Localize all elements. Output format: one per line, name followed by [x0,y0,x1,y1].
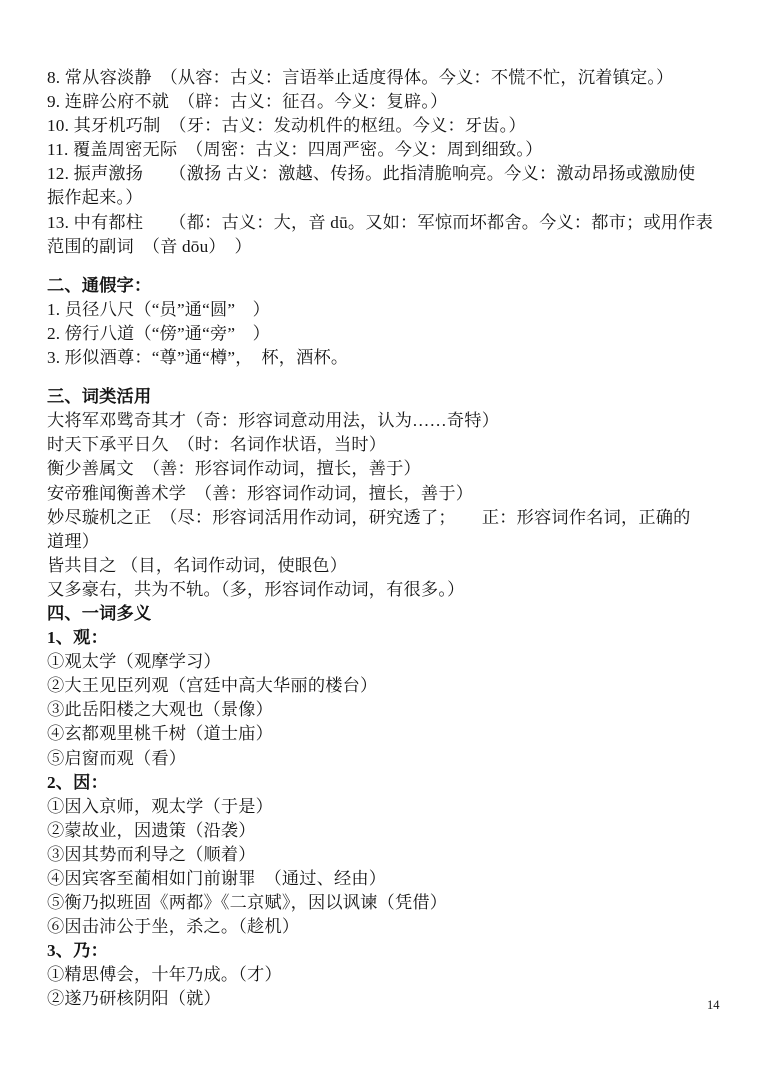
heading-line: 1、观： [47,628,108,648]
text-line: ②蒙故业，因遗策（沿袭） [47,820,256,840]
text-line: 道理） [47,531,100,551]
document-content [47,66,719,1012]
text-line: ③此岳阳楼之大观也（景像） [47,700,274,720]
text-line: 振作起来。） [47,188,143,208]
text-line: 妙尽璇机之正 （尽：形容词活用作动词，研究透了； 正：形容词作名词，正确的 [47,507,691,527]
text-line: 又多豪右，共为不轨。（多，形容词作动词，有很多。） [47,579,465,599]
text-line: 8. 常从容淡静 （从容：古义：言语举止适度得体。今义：不慌不忙，沉着镇定。） [47,68,674,87]
text-line: 13. 中有都柱 （都：古义：大，音 dū。又如：军惊而坏都舍。今义：都市；或用作表 [47,212,714,232]
text-line: 2. 傍行八道（“傍”通“旁” ） [47,323,270,343]
text-line: ⑥因击沛公于坐，杀之。（趁机） [47,917,300,937]
text-line: 衡少善属文 （善：形容词作动词，擅长，善于） [47,459,421,479]
text-line: ⑤启窗而观（看） [47,748,187,768]
text-line: 范围的副词 （音 dōu） ） [47,236,252,256]
text-line: ④玄都观里桃千树（道士庙） [47,724,274,744]
text-line: ④因宾客至蔺相如门前谢罪 （通过、经由） [47,869,387,888]
text-line: ⑤衡乃拟班固《两都》《二京赋》，因以讽谏（凭借） [47,893,448,913]
heading-line: 二、通假字： [47,275,152,295]
text-line: ①观太学（观摩学习） [47,652,221,672]
text-line [47,370,719,385]
text-line: 1. 员径八尺（“员”通“圆” ） [47,299,270,319]
heading-line: 三、词类活用 [47,387,152,407]
text-line: 9. 连辟公府不就 （辟：古义：征召。今义：复辟。） [47,92,448,112]
heading-line: 四、一词多义 [47,603,152,623]
text-line: ②遂乃研核阴阳（就） [47,989,221,1009]
text-line: 3. 形似酒尊：“尊”通“樽”， 杯，酒杯。 [47,348,349,368]
text-line: 11. 覆盖周密无际 （周密：古义：四周严密。今义：周到细致。） [47,140,543,160]
heading-line: 3、乃： [47,941,108,961]
text-line: ①精思傅会，十年乃成。（才） [47,965,282,985]
text-line: ③因其势而利导之（顺着） [47,844,256,864]
page-number: 14 [707,998,720,1012]
text-line: 10. 其牙机巧制 （牙：古义：发动机件的枢纽。今义：牙齿。） [47,116,526,136]
text-line: 安帝雅闻衡善术学 （善：形容词作动词，擅长，善于） [47,483,474,503]
heading-line: 2、因： [47,772,108,792]
text-line: 皆共目之 （目，名词作动词，使眼色） [47,555,348,575]
text-line: 大将军邓骘奇其才（奇：形容词意动用法，认为……奇特） [47,411,500,431]
text-line: ②大王见臣列观（宫廷中高大华丽的楼台） [47,676,378,696]
text-line: ①因入京师，观太学（于是） [47,796,274,816]
text-line [47,259,719,274]
text-line: 12. 振声激扬 （激扬 古义：激越、传扬。此指清脆响亮。今义：激动昂扬或激励使 [47,164,696,184]
text-line: 时天下承平日久 （时：名词作状语，当时） [47,435,387,455]
